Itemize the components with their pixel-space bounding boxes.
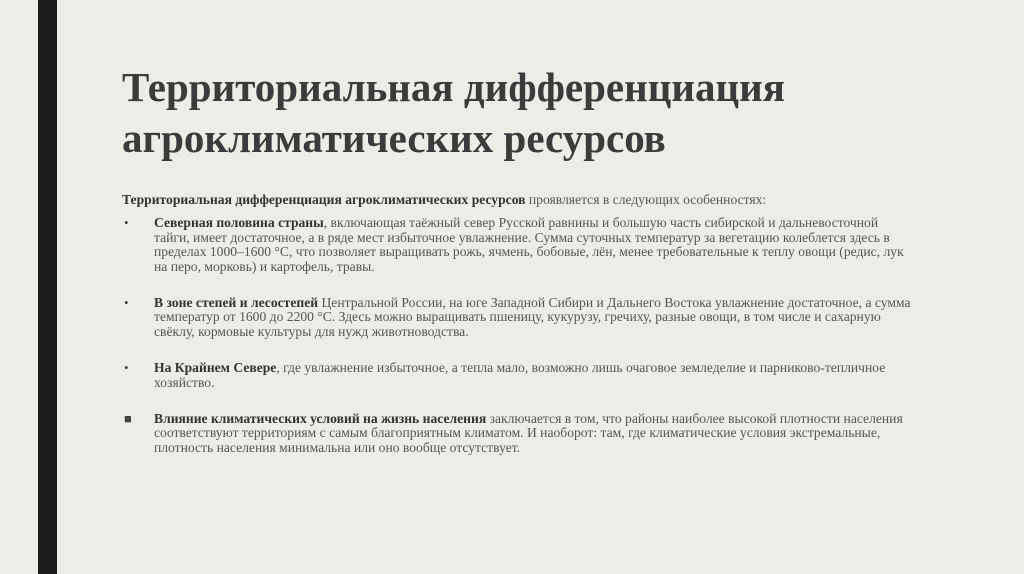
intro-text: проявляется в следующих особенностях: — [525, 192, 767, 207]
square-bullet-icon: ■ — [124, 411, 132, 427]
intro-paragraph — [122, 193, 912, 207]
list-item — [122, 216, 912, 274]
slide-body — [122, 193, 912, 467]
item-text: Центральной России, на юге Западной Сибири и Дальнего Востока увлажнение достаточное, а сумма температур от 1600 до 2200 °С. Здесь можно выращивать пшеницу, кукурузу, гречиху, разные овощи, в том числе и сахарную свёклу, кормовые культуры для нужд животноводства. — [154, 295, 911, 339]
bullet-icon: • — [124, 215, 129, 231]
intro-bold: Территориальная дифференциация агроклиматических ресурсов — [122, 192, 526, 207]
bullet-icon: • — [124, 360, 129, 376]
item-text: заключается в том, что районы наиболее высокой плотности населения соответствуют территориям с самым благоприятным климатом. И наоборот: там, где климатические условия экстремальные, плотность населения минимальна или оно вообще отсутствует. — [154, 411, 903, 455]
slide-title: Территориальная дифференциация агроклиматических ресурсов — [122, 64, 785, 161]
bullet-icon: • — [124, 295, 129, 311]
item-bold: Влияние климатических условий на жизнь населения — [154, 411, 487, 427]
item-text: , где увлажнение избыточное, а тепла мало, возможно лишь очаговое земледелие и парниково-тепличное хозяйство. — [154, 360, 886, 390]
list-item — [122, 296, 912, 339]
item-bold: Северная половина страны — [154, 215, 324, 231]
item-bold: В зоне степей и лесостепей — [154, 295, 319, 311]
list-item — [122, 412, 912, 455]
item-text: , включающая таёжный север Русской равнины и большую часть сибирской и дальневосточной тайги, имеет достаточное, а в ряде мест избыточное увлажнение. Сумма суточных температур за вегетацию колеблется здесь в пределах 1000–1600 °С, что позволяет выращивать рожь, ячмень, бобовые, лён, менее требовательные к теплу овощи (редис, лук на перо, морковь) и картофель, травы. — [154, 215, 904, 274]
item-bold: На Крайнем Севере — [154, 360, 277, 376]
side-accent-bar — [38, 0, 57, 574]
list-item — [122, 361, 912, 390]
